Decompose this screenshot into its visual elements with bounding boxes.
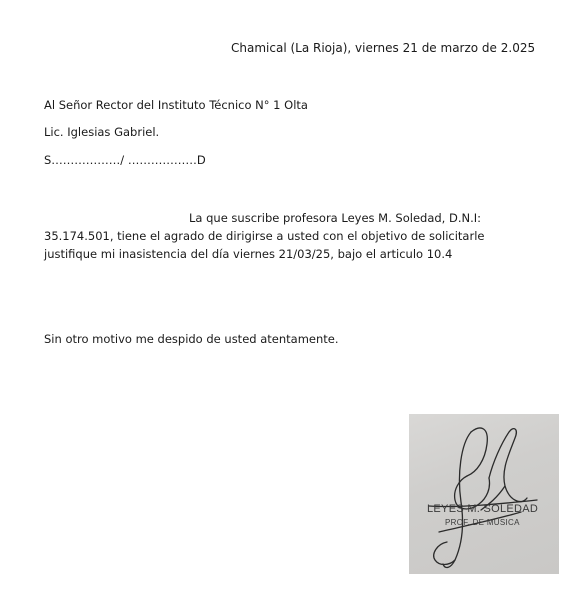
letter-date: Chamical (La Rioja), viernes 21 de marzo de 2.025 xyxy=(231,41,536,55)
handwritten-signature-icon xyxy=(409,414,559,574)
signature-stamp-image xyxy=(409,414,559,574)
stamp-role: PROF. DE MUSICA xyxy=(445,518,520,527)
stamp-name: LEYES M. SOLEDAD xyxy=(427,503,539,515)
recipient-line-1: Al Señor Rector del Instituto Técnico N° 1 Olta xyxy=(44,98,308,112)
letter-body-rest: 35.174.501, tiene el agrado de dirigirse a usted con el objetivo de solicitarle justifique mi inasistencia del día viernes 21/03/25, bajo el articulo 10.4 xyxy=(44,229,485,261)
letter-body xyxy=(44,209,514,263)
letter-body-first-line: La que suscribe profesora Leyes M. Soledad, D.N.I: xyxy=(189,211,482,225)
letter-closing: Sin otro motivo me despido de usted atentamente. xyxy=(44,332,339,346)
recipient-salutation: S………………/ ………………D xyxy=(44,153,206,167)
recipient-line-2: Lic. Iglesias Gabriel. xyxy=(44,125,160,139)
